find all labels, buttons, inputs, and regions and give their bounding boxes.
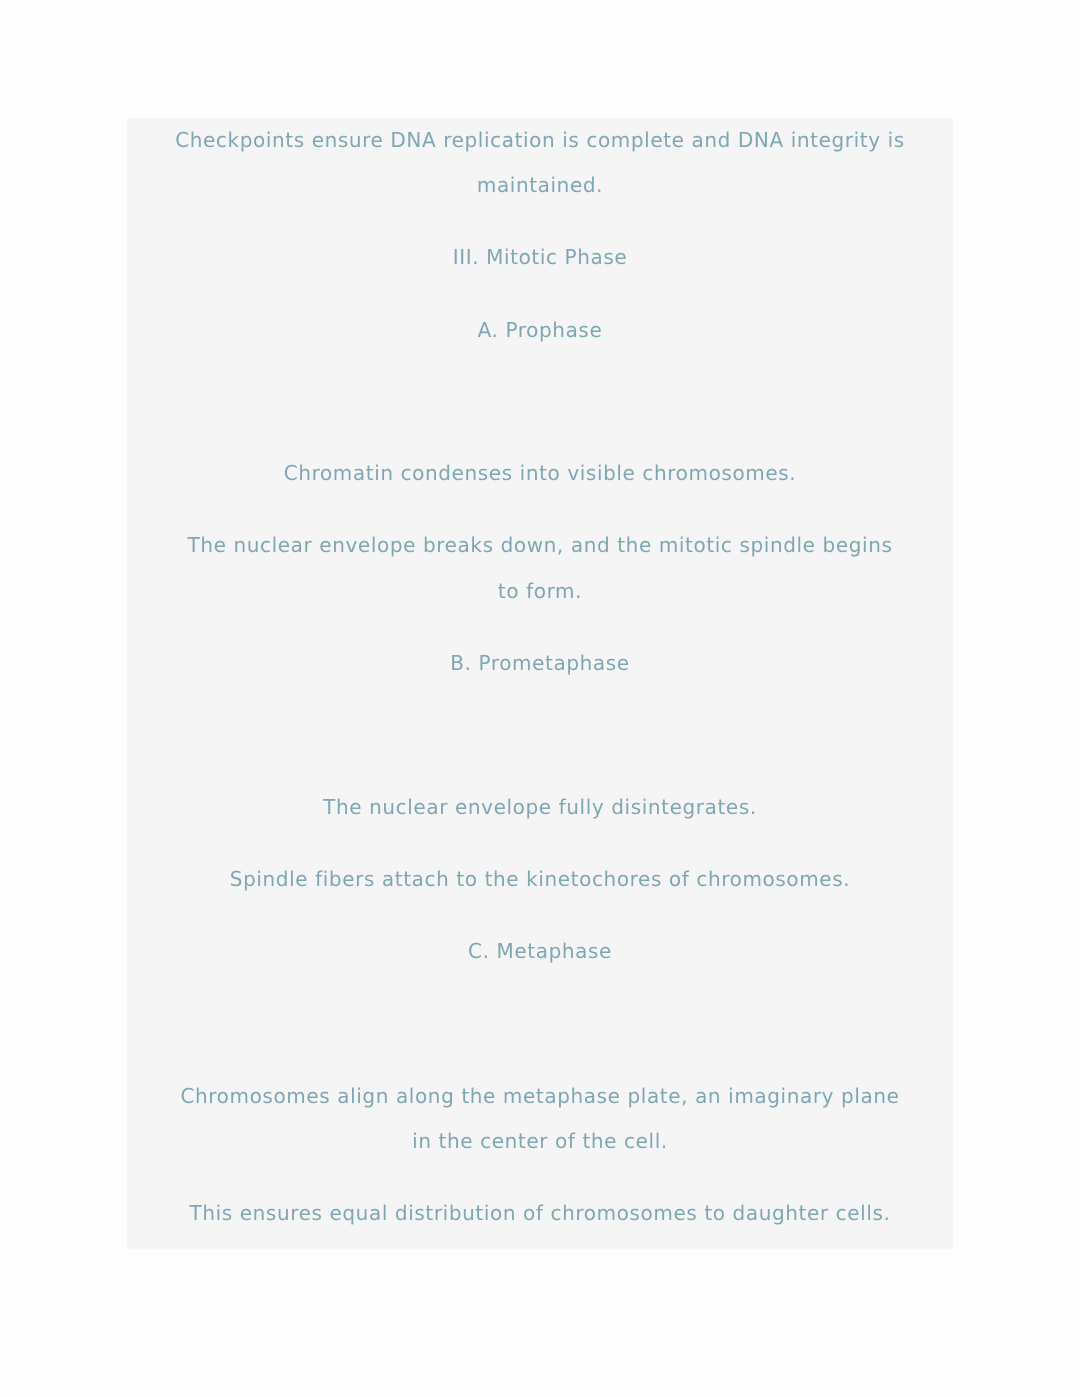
paragraph-chromatin: Chromatin condenses into visible chromosomes. (283, 461, 797, 485)
heading-metaphase: C. Metaphase (468, 939, 612, 963)
paragraph-nuclear-envelope-line-1: The nuclear envelope breaks down, and the mitotic spindle begins (187, 533, 893, 557)
paragraph-nuclear-envelope-line-2: to form. (497, 579, 583, 603)
paragraph-checkpoints-line-2: maintained. (476, 173, 604, 197)
content-block (127, 118, 953, 1249)
heading-prometaphase: B. Prometaphase (450, 651, 630, 675)
paragraph-envelope-disintegrates: The nuclear envelope fully disintegrates. (323, 795, 757, 819)
paragraph-spindle-fibers: Spindle fibers attach to the kinetochores of chromosomes. (229, 867, 851, 891)
heading-prophase: A. Prophase (477, 318, 603, 342)
paragraph-metaphase-plate-line-1: Chromosomes align along the metaphase plate, an imaginary plane (180, 1084, 900, 1108)
paragraph-checkpoints-line-1: Checkpoints ensure DNA replication is complete and DNA integrity is (175, 128, 905, 152)
heading-mitotic-phase: III. Mitotic Phase (452, 245, 628, 269)
paragraph-metaphase-plate-line-2: in the center of the cell. (412, 1129, 668, 1153)
paragraph-equal-distribution: This ensures equal distribution of chromosomes to daughter cells. (189, 1201, 891, 1225)
